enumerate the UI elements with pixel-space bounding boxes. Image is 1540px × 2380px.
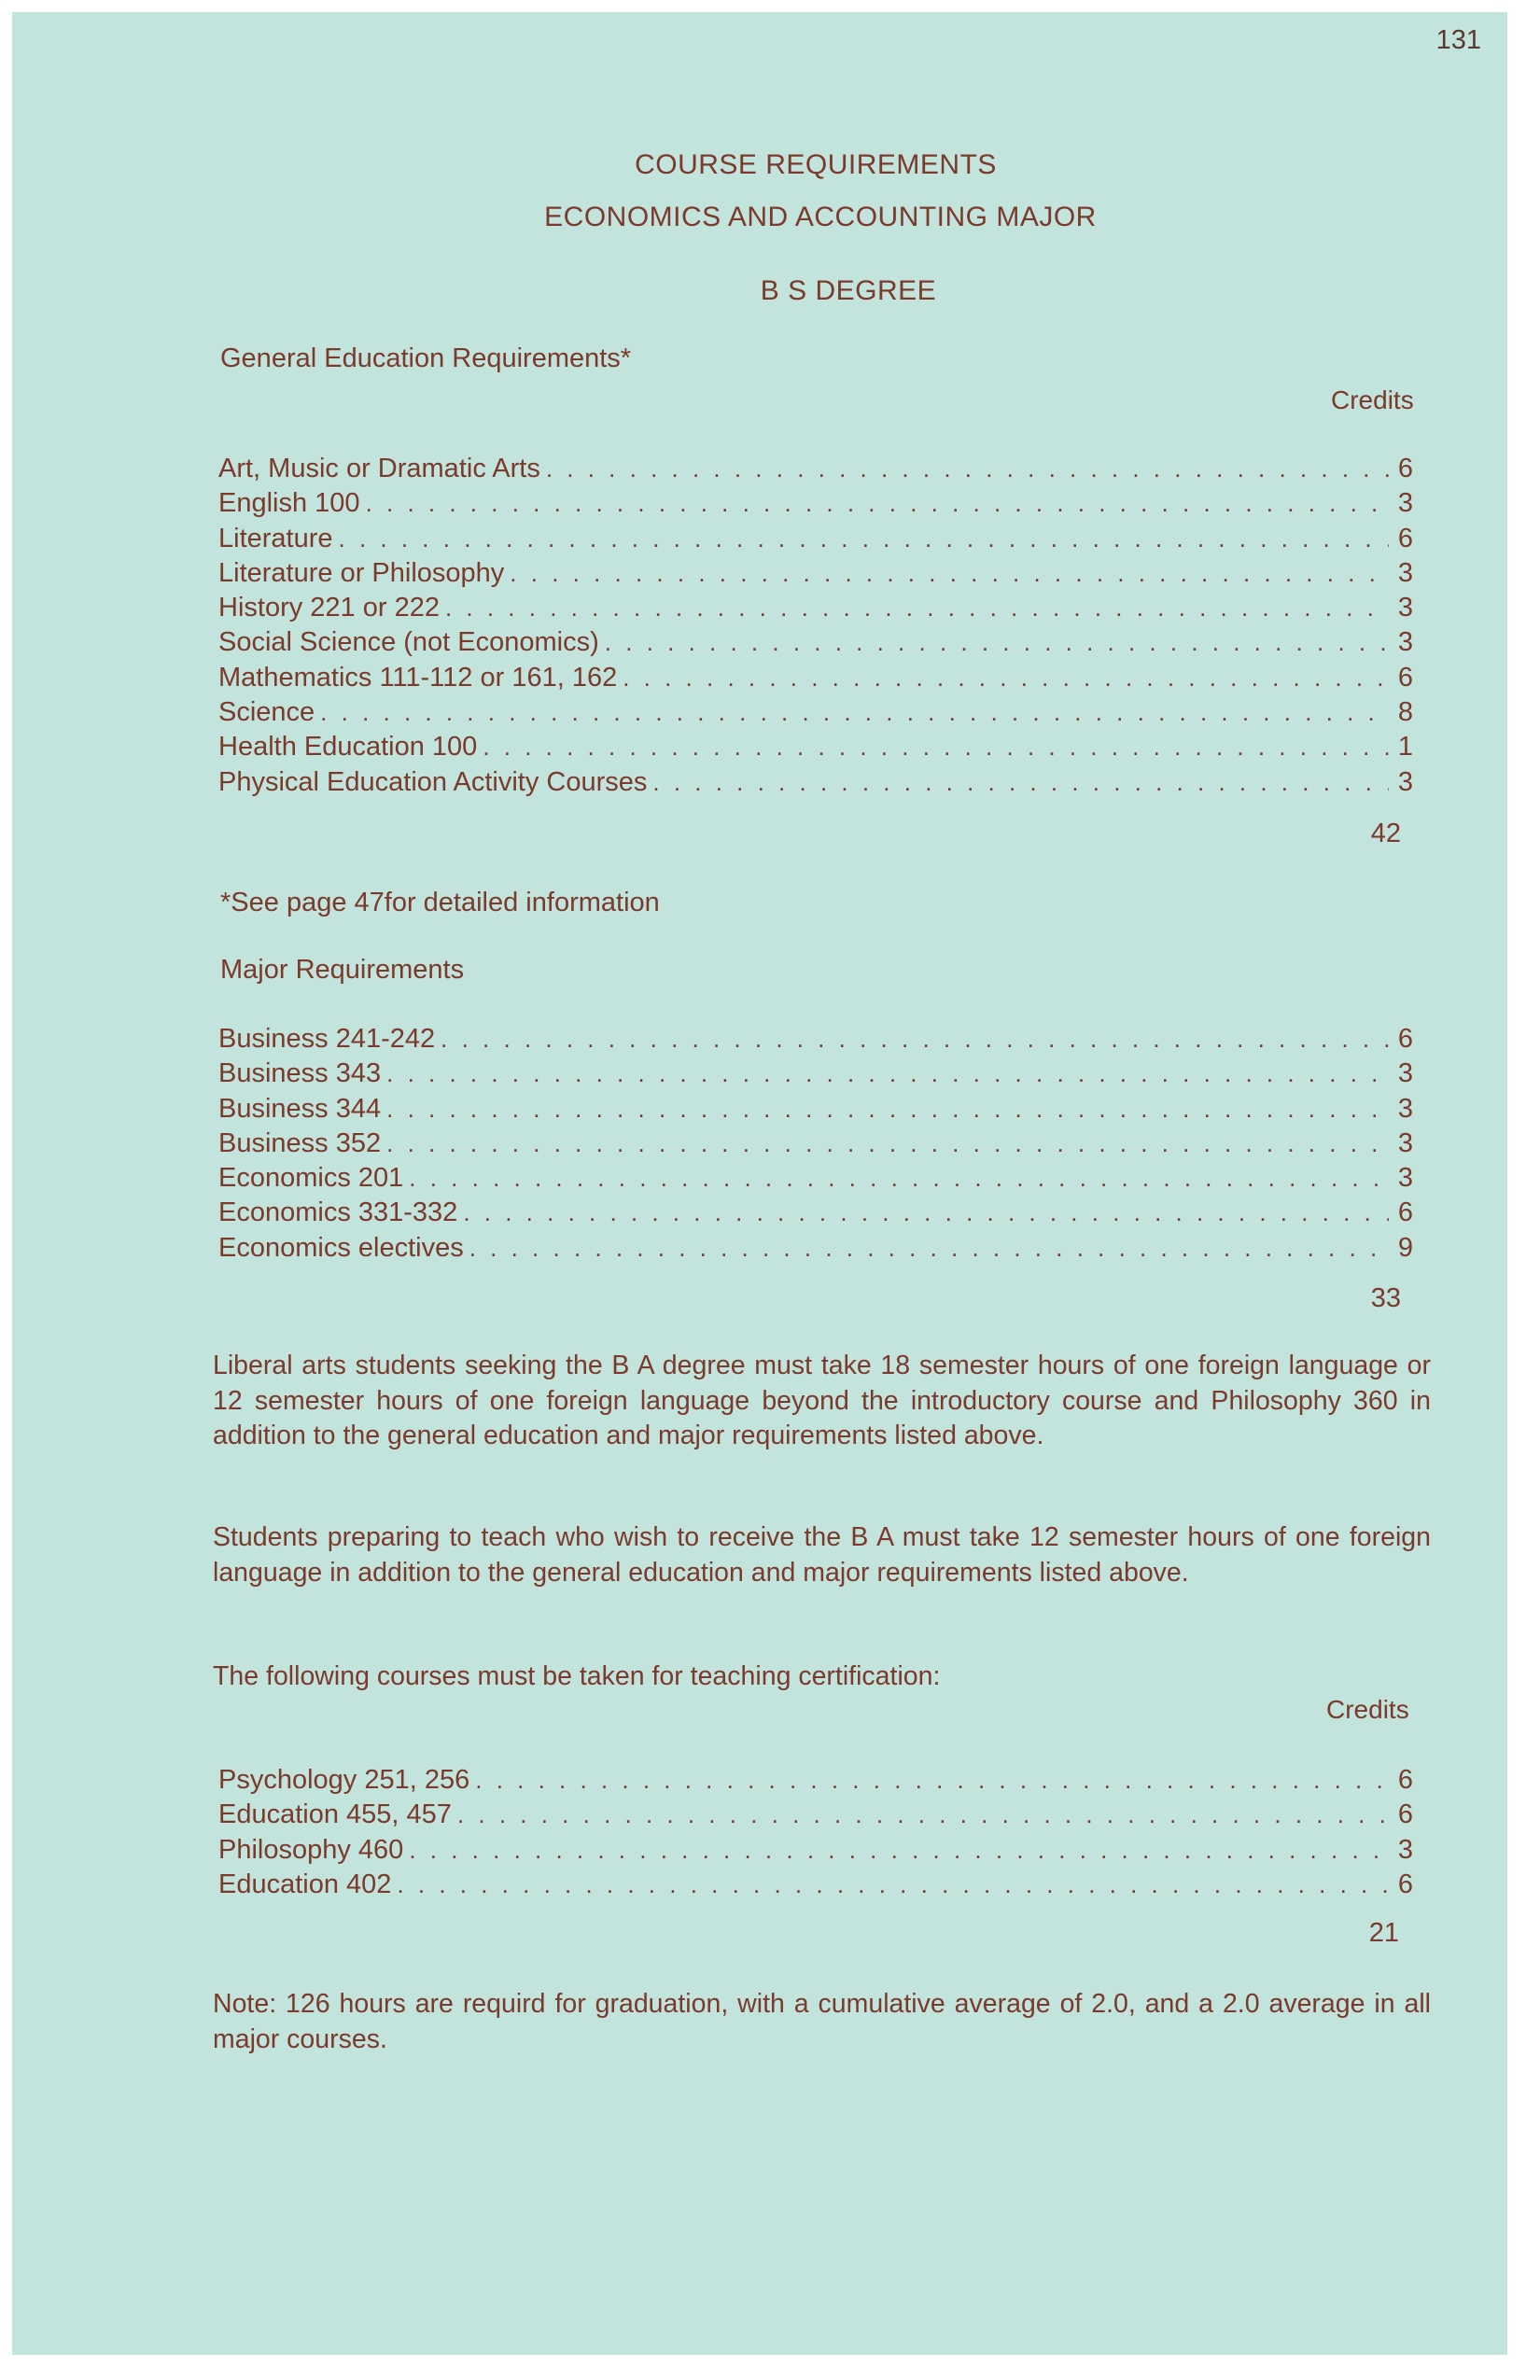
course-credits: 3 bbox=[1397, 1127, 1413, 1158]
list-item bbox=[218, 486, 1413, 521]
list-item bbox=[218, 1231, 1413, 1266]
course-name: Education 455, 457 bbox=[218, 1799, 452, 1830]
course-credits: 6 bbox=[1397, 454, 1413, 483]
major-requirements-list bbox=[218, 1022, 1413, 1266]
certification-intro: The following courses must be taken for teaching certification: bbox=[213, 1661, 941, 1691]
major-requirements-title: Major Requirements bbox=[220, 955, 465, 985]
course-credits: 6 bbox=[1397, 523, 1413, 553]
course-credits: 3 bbox=[1397, 627, 1413, 658]
course-credits: 6 bbox=[1397, 1765, 1413, 1795]
course-credits: 6 bbox=[1397, 1799, 1413, 1830]
footnote: *See page 47for detailed information bbox=[220, 888, 660, 917]
list-item bbox=[218, 1161, 1413, 1196]
list-item bbox=[218, 591, 1413, 625]
list-item bbox=[218, 625, 1413, 660]
list-item bbox=[218, 522, 1413, 556]
course-name: Economics 201 bbox=[218, 1163, 404, 1194]
list-item bbox=[218, 452, 1413, 486]
course-credits: 6 bbox=[1397, 1024, 1413, 1054]
course-name: Psychology 251, 256 bbox=[218, 1765, 470, 1795]
major-total: 33 bbox=[1370, 1283, 1401, 1313]
course-name: Business 241-242 bbox=[218, 1024, 436, 1054]
general-education-list bbox=[218, 452, 1413, 800]
course-name: Business 344 bbox=[218, 1093, 382, 1124]
course-name: Philosophy 460 bbox=[218, 1834, 404, 1865]
teaching-paragraph: Students preparing to teach who wish to receive the B A must take 12 semester hours of one foreign language in addition to the general education and major requirements listed above. bbox=[213, 1522, 1431, 1588]
course-credits: 3 bbox=[1397, 766, 1413, 797]
list-item bbox=[218, 1022, 1413, 1057]
list-item bbox=[218, 1196, 1413, 1230]
page-number: 131 bbox=[1435, 25, 1481, 55]
list-item bbox=[218, 1127, 1413, 1161]
list-item bbox=[218, 730, 1413, 764]
general-education-total: 42 bbox=[1370, 819, 1401, 848]
certification-list bbox=[218, 1763, 1413, 1902]
list-item bbox=[218, 1092, 1413, 1127]
certification-credits-header: Credits bbox=[1326, 1695, 1409, 1724]
course-credits: 6 bbox=[1397, 1869, 1413, 1899]
list-item bbox=[218, 1868, 1413, 1902]
graduation-note: Note: 126 hours are requird for graduation, with a cumulative average of 2.0, and a 2.0 average in all major courses. bbox=[213, 1989, 1431, 2054]
liberal-arts-paragraph: Liberal arts students seeking the B A degree must take 18 semester hours of one foreign language or 12 semester hours of one foreign language beyond the introductory course and Philosophy 360 in addition to the general education and major requirements listed above. bbox=[213, 1351, 1431, 1450]
course-name: English 100 bbox=[218, 488, 360, 519]
course-name: Health Education 100 bbox=[218, 732, 478, 763]
course-credits: 9 bbox=[1397, 1232, 1413, 1263]
course-credits: 6 bbox=[1397, 662, 1413, 693]
course-name: Science bbox=[218, 697, 315, 728]
credits-header: Credits bbox=[1331, 385, 1414, 414]
course-credits: 8 bbox=[1397, 697, 1413, 728]
list-item bbox=[218, 1833, 1413, 1868]
course-credits: 3 bbox=[1397, 557, 1413, 588]
list-item bbox=[218, 765, 1413, 800]
heading-major: ECONOMICS AND ACCOUNTING MAJOR bbox=[544, 202, 1097, 232]
heading-degree: B S DEGREE bbox=[760, 275, 937, 306]
list-item bbox=[218, 1057, 1413, 1091]
heading-course-requirements: COURSE REQUIREMENTS bbox=[635, 149, 997, 180]
course-name: Economics electives bbox=[218, 1232, 464, 1263]
course-credits: 3 bbox=[1397, 1093, 1413, 1124]
course-name: Literature bbox=[218, 523, 333, 553]
course-credits: 3 bbox=[1397, 593, 1413, 623]
course-credits: 1 bbox=[1397, 732, 1413, 763]
course-name: Art, Music or Dramatic Arts bbox=[218, 454, 540, 483]
course-name: Physical Education Activity Courses bbox=[218, 766, 648, 797]
certification-total: 21 bbox=[1368, 1918, 1399, 1948]
course-name: History 221 or 222 bbox=[218, 593, 440, 623]
course-name: Literature or Philosophy bbox=[218, 557, 505, 588]
course-name: Mathematics 111-112 or 161, 162 bbox=[218, 662, 618, 693]
course-name: Economics 331-332 bbox=[218, 1197, 458, 1228]
document-page bbox=[12, 12, 1507, 2355]
general-education-title: General Education Requirements* bbox=[220, 343, 632, 373]
course-credits: 3 bbox=[1397, 1058, 1413, 1089]
course-credits: 3 bbox=[1397, 1163, 1413, 1194]
list-item bbox=[218, 1763, 1413, 1798]
list-item bbox=[218, 695, 1413, 730]
course-credits: 3 bbox=[1397, 1834, 1413, 1865]
list-item bbox=[218, 661, 1413, 695]
course-credits: 3 bbox=[1397, 488, 1413, 519]
list-item bbox=[218, 556, 1413, 591]
course-name: Education 402 bbox=[218, 1869, 392, 1899]
course-name: Business 352 bbox=[218, 1127, 382, 1158]
course-name: Social Science (not Economics) bbox=[218, 627, 599, 658]
list-item bbox=[218, 1798, 1413, 1832]
course-name: Business 343 bbox=[218, 1058, 382, 1089]
course-credits: 6 bbox=[1397, 1197, 1413, 1228]
